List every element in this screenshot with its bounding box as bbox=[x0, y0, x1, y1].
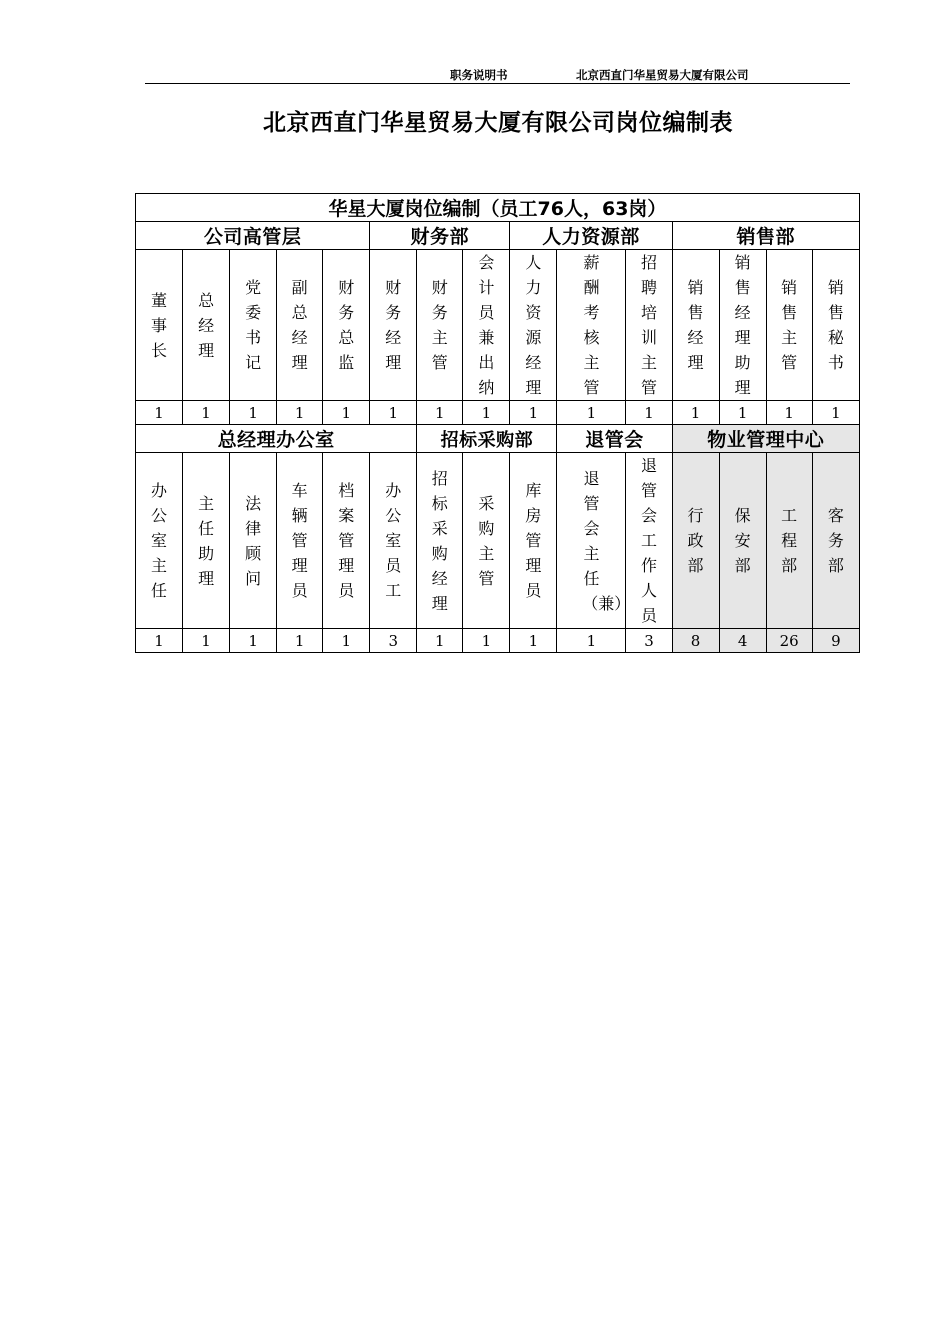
role-label: 工程部 bbox=[781, 506, 798, 575]
role-cell bbox=[510, 453, 557, 629]
headcount-cell: 1 bbox=[463, 629, 510, 653]
role-label: 财务经理 bbox=[385, 278, 402, 372]
role-label: 采购主管 bbox=[478, 493, 495, 588]
headcount-cell: 1 bbox=[510, 401, 557, 425]
role-cell bbox=[626, 250, 672, 401]
dept-gm-office: 总经理办公室 bbox=[136, 425, 417, 453]
dept-property-center: 物业管理中心 bbox=[672, 425, 859, 453]
role-label: 会计员兼出纳 bbox=[478, 253, 495, 397]
header-company: 北京西直门华星贸易大厦有限公司 bbox=[576, 68, 749, 82]
headcount-cell: 1 bbox=[766, 401, 812, 425]
section1-dept-row bbox=[136, 222, 860, 250]
role-cell bbox=[183, 453, 230, 629]
role-cell bbox=[766, 250, 812, 401]
section2-roles-row bbox=[136, 453, 860, 629]
section2-counts-row bbox=[136, 629, 860, 653]
role-cell bbox=[626, 453, 672, 629]
role-cell bbox=[417, 453, 463, 629]
headcount-cell: 1 bbox=[463, 401, 510, 425]
dept-executive: 公司高管层 bbox=[136, 222, 370, 250]
role-cell bbox=[136, 453, 183, 629]
role-cell bbox=[672, 250, 719, 401]
role-label: 保安部 bbox=[734, 506, 751, 575]
role-label: 招聘培训主管 bbox=[641, 253, 658, 397]
role-label: 销售经理助理 bbox=[734, 253, 751, 397]
staffing-table bbox=[135, 193, 860, 653]
role-cell bbox=[323, 453, 370, 629]
headcount-cell: 1 bbox=[557, 629, 626, 653]
role-cell bbox=[230, 250, 277, 401]
headcount-cell: 8 bbox=[672, 629, 719, 653]
role-label: 党委书记 bbox=[245, 278, 262, 372]
role-label: 财务主管 bbox=[431, 278, 448, 372]
headcount-cell: 1 bbox=[136, 629, 183, 653]
role-label: 办公室主任 bbox=[151, 481, 168, 600]
headcount-cell: 1 bbox=[719, 401, 766, 425]
headcount-cell: 1 bbox=[323, 629, 370, 653]
role-cell bbox=[417, 250, 463, 401]
headcount-cell: 1 bbox=[277, 401, 323, 425]
dept-finance: 财务部 bbox=[370, 222, 510, 250]
role-label: 薪酬考核主管 bbox=[583, 253, 600, 397]
role-label: 副总经理 bbox=[291, 278, 308, 372]
role-cell bbox=[183, 250, 230, 401]
role-cell bbox=[277, 453, 323, 629]
section1-roles-row bbox=[136, 250, 860, 401]
role-cell bbox=[323, 250, 370, 401]
role-label: 退管会工作人员 bbox=[641, 456, 658, 625]
headcount-cell: 3 bbox=[370, 629, 417, 653]
table-banner: 华星大厦岗位编制（员工76人，63岗） bbox=[136, 194, 860, 222]
headcount-cell: 1 bbox=[672, 401, 719, 425]
role-cell bbox=[277, 250, 323, 401]
section1-counts-row bbox=[136, 401, 860, 425]
headcount-cell: 1 bbox=[557, 401, 626, 425]
headcount-cell: 4 bbox=[719, 629, 766, 653]
role-cell bbox=[766, 453, 812, 629]
section2-dept-row bbox=[136, 425, 860, 453]
role-label: 人力资源经理 bbox=[525, 253, 542, 397]
headcount-cell: 1 bbox=[230, 401, 277, 425]
headcount-cell: 1 bbox=[370, 401, 417, 425]
dept-retiree-committee: 退管会 bbox=[557, 425, 672, 453]
role-cell bbox=[812, 250, 859, 401]
role-label: 董事长 bbox=[151, 290, 168, 360]
role-label: 退管会主任（兼） bbox=[582, 468, 631, 613]
role-cell bbox=[719, 453, 766, 629]
header-doc-type: 职务说明书 bbox=[450, 68, 508, 82]
document-title: 北京西直门华星贸易大厦有限公司岗位编制表 bbox=[263, 110, 733, 136]
headcount-cell: 1 bbox=[417, 401, 463, 425]
role-label: 法律顾问 bbox=[245, 493, 262, 588]
headcount-cell: 1 bbox=[323, 401, 370, 425]
role-label: 销售主管 bbox=[781, 278, 798, 372]
role-label: 库房管理员 bbox=[525, 481, 542, 600]
role-cell bbox=[370, 453, 417, 629]
role-cell bbox=[370, 250, 417, 401]
headcount-cell: 1 bbox=[510, 629, 557, 653]
dept-procurement: 招标采购部 bbox=[417, 425, 557, 453]
role-label: 财务总监 bbox=[338, 278, 355, 372]
role-label: 车辆管理员 bbox=[291, 481, 308, 600]
headcount-cell: 9 bbox=[812, 629, 859, 653]
role-cell bbox=[719, 250, 766, 401]
role-cell bbox=[557, 250, 626, 401]
role-label: 主任助理 bbox=[198, 493, 215, 588]
role-label: 销售秘书 bbox=[827, 278, 844, 372]
page-header bbox=[145, 67, 850, 84]
role-cell bbox=[812, 453, 859, 629]
headcount-cell: 1 bbox=[136, 401, 183, 425]
headcount-cell: 1 bbox=[183, 629, 230, 653]
role-cell bbox=[463, 250, 510, 401]
role-label: 总经理 bbox=[198, 290, 215, 360]
role-label: 销售经理 bbox=[687, 278, 704, 372]
headcount-cell: 1 bbox=[230, 629, 277, 653]
headcount-cell: 1 bbox=[417, 629, 463, 653]
dept-hr: 人力资源部 bbox=[510, 222, 672, 250]
role-cell bbox=[136, 250, 183, 401]
role-cell bbox=[230, 453, 277, 629]
role-label: 招标采购经理 bbox=[431, 468, 448, 613]
headcount-cell: 1 bbox=[277, 629, 323, 653]
headcount-cell: 1 bbox=[183, 401, 230, 425]
headcount-cell: 26 bbox=[766, 629, 812, 653]
headcount-cell: 3 bbox=[626, 629, 672, 653]
role-cell bbox=[672, 453, 719, 629]
role-label: 办公室员工 bbox=[385, 481, 402, 600]
role-label: 客务部 bbox=[827, 506, 844, 575]
headcount-cell: 1 bbox=[626, 401, 672, 425]
role-cell bbox=[510, 250, 557, 401]
role-label: 档案管理员 bbox=[338, 481, 355, 600]
headcount-cell: 1 bbox=[812, 401, 859, 425]
role-cell bbox=[557, 453, 631, 629]
dept-sales: 销售部 bbox=[672, 222, 859, 250]
role-cell bbox=[463, 453, 510, 629]
role-label: 行政部 bbox=[687, 506, 704, 575]
